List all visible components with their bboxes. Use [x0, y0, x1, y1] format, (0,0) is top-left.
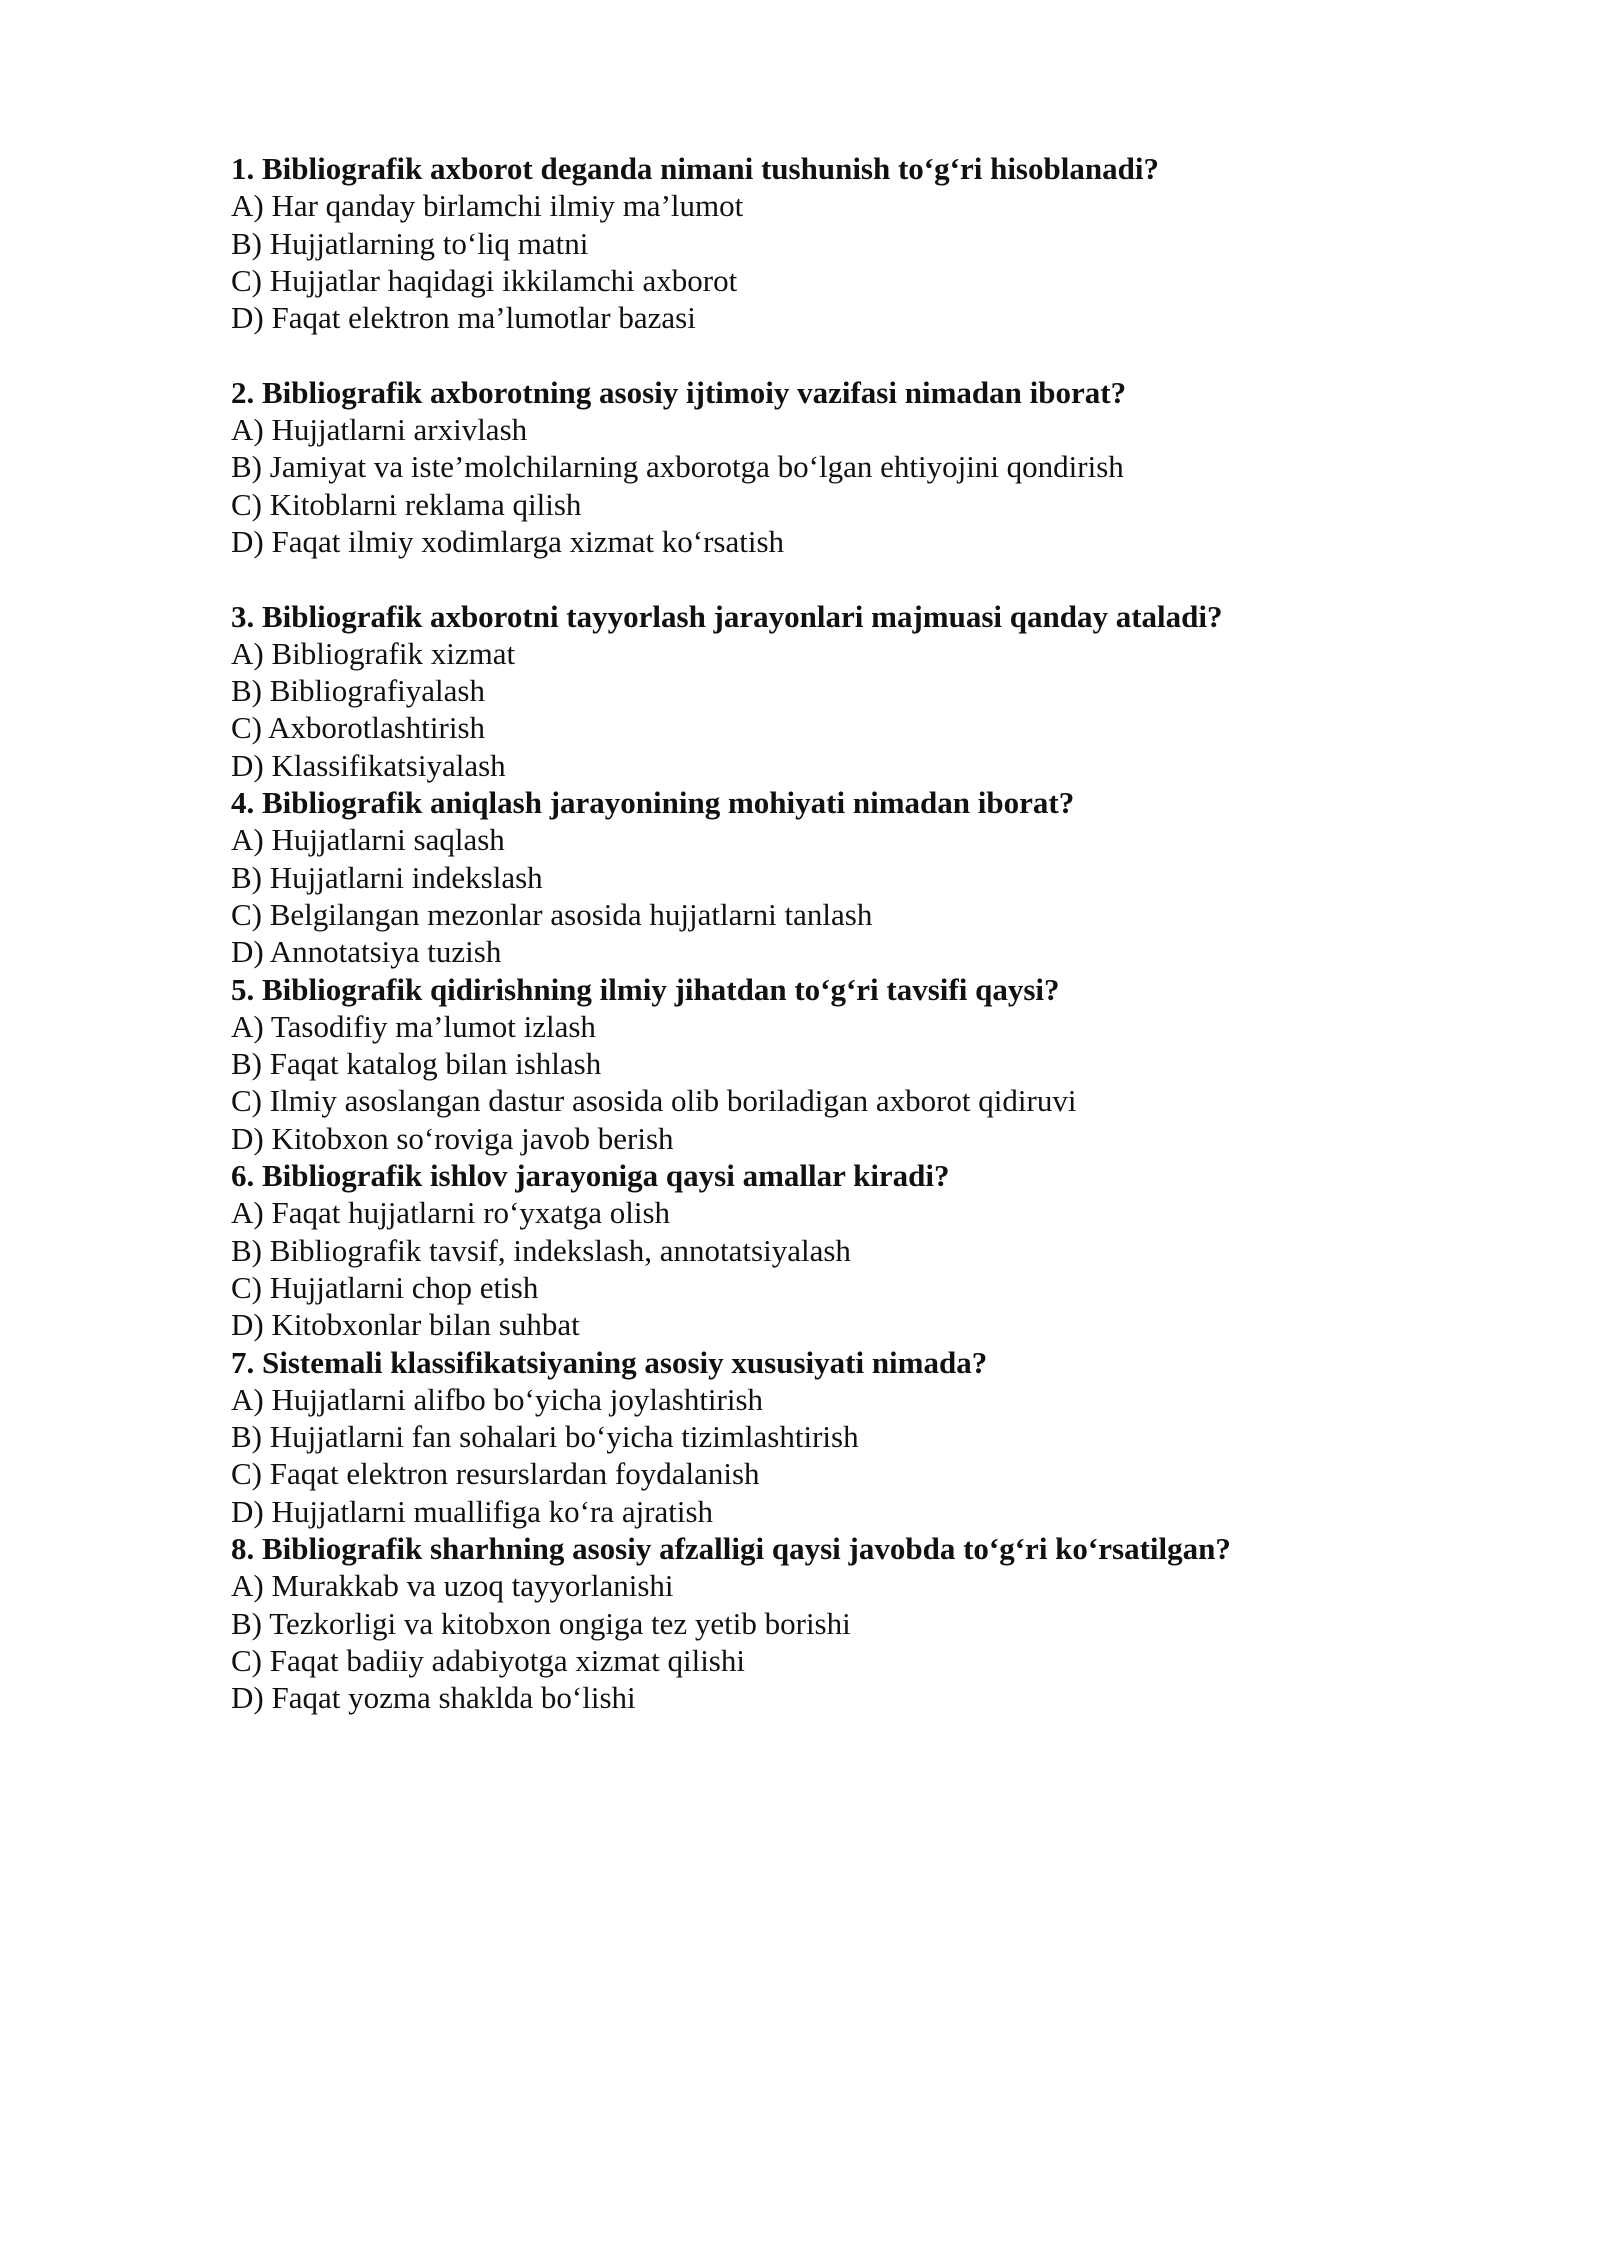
option-a: A) Faqat hujjatlarni ro‘yxatga olish: [231, 1195, 671, 1231]
question-3: [231, 598, 1431, 784]
option-b: B) Bibliografiyalash: [231, 673, 485, 709]
question-1: [231, 150, 1431, 336]
option-d: D) Hujjatlarni muallifiga ko‘ra ajratish: [231, 1493, 714, 1529]
question-text: 1. Bibliografik axborot deganda nimani tushunish to‘g‘ri hisoblanadi?: [231, 151, 1159, 186]
question-text: 7. Sistemali klassifikatsiyaning asosiy xususiyati nimada?: [231, 1344, 988, 1380]
option-a: A) Bibliografik xizmat: [231, 635, 516, 671]
option-a: A) Hujjatlarni arxivlash: [231, 412, 528, 448]
question-5: [231, 971, 1431, 1157]
option-c: C) Belgilangan mezonlar asosida hujjatlarni tanlash: [231, 896, 873, 932]
option-b: B) Hujjatlarni indekslash: [231, 859, 543, 895]
question-7: [231, 1344, 1431, 1530]
option-b: B) Hujjatlarning to‘liq matni: [231, 225, 589, 261]
option-c: C) Kitoblarni reklama qilish: [231, 486, 582, 522]
option-d: D) Faqat elektron ma’lumotlar bazasi: [231, 300, 696, 336]
option-c: C) Faqat elektron resurslardan foydalanish: [231, 1456, 760, 1492]
option-d: D) Faqat ilmiy xodimlarga xizmat ko‘rsatish: [231, 523, 785, 559]
option-c: C) Hujjatlarni chop etish: [231, 1269, 539, 1305]
blank-line: [231, 560, 1431, 597]
option-b: B) Tezkorligi va kitobxon ongiga tez yetib borishi: [231, 1605, 851, 1641]
option-c: C) Faqat badiiy adabiyotga xizmat qilishi: [231, 1642, 745, 1678]
option-c: C) Hujjatlar haqidagi ikkilamchi axborot: [231, 262, 738, 298]
question-text: 5. Bibliografik qidirishning ilmiy jihatdan to‘g‘ri tavsifi qaysi?: [231, 971, 1060, 1007]
option-d: D) Kitobxon so‘roviga javob berish: [231, 1120, 674, 1156]
option-a: A) Tasodifiy ma’lumot izlash: [231, 1008, 596, 1044]
option-a: A) Hujjatlarni alifbo bo‘yicha joylashtirish: [231, 1381, 764, 1417]
option-a: A) Murakkab va uzoq tayyorlanishi: [231, 1568, 674, 1604]
option-d: D) Faqat yozma shaklda bo‘lishi: [231, 1680, 636, 1716]
option-b: B) Bibliografik tavsif, indekslash, annotatsiyalash: [231, 1232, 851, 1268]
option-d: D) Annotatsiya tuzish: [231, 934, 502, 970]
option-a: A) Hujjatlarni saqlash: [231, 822, 505, 858]
question-4: [231, 784, 1431, 970]
option-d: D) Kitobxonlar bilan suhbat: [231, 1307, 580, 1343]
question-6: [231, 1157, 1431, 1343]
option-c: C) Axborotlashtirish: [231, 710, 486, 746]
option-b: B) Faqat katalog bilan ishlash: [231, 1046, 602, 1082]
option-d: D) Klassifikatsiyalash: [231, 747, 506, 783]
question-text: 8. Bibliografik sharhning asosiy afzalligi qaysi javobda to‘g‘ri ko‘rsatilgan?: [231, 1530, 1231, 1566]
option-c: C) Ilmiy asoslangan dastur asosida olib boriladigan axborot qidiruvi: [231, 1083, 1077, 1119]
document-page: [231, 150, 1431, 1716]
question-text: 6. Bibliografik ishlov jarayoniga qaysi amallar kiradi?: [231, 1158, 950, 1194]
question-text: 3. Bibliografik axborotni tayyorlash jarayonlari majmuasi qanday ataladi?: [231, 598, 1223, 634]
option-b: B) Jamiyat va iste’molchilarning axborotga bo‘lgan ehtiyojini qondirish: [231, 449, 1124, 485]
question-8: [231, 1530, 1431, 1716]
option-b: B) Hujjatlarni fan sohalari bo‘yicha tizimlashtirish: [231, 1419, 859, 1455]
option-a: A) Har qanday birlamchi ilmiy ma’lumot: [231, 188, 744, 224]
blank-line: [231, 336, 1431, 373]
question-2: [231, 374, 1431, 560]
question-text: 2. Bibliografik axborotning asosiy ijtimoiy vazifasi nimadan iborat?: [231, 374, 1127, 410]
question-text: 4. Bibliografik aniqlash jarayonining mohiyati nimadan iborat?: [231, 785, 1075, 821]
